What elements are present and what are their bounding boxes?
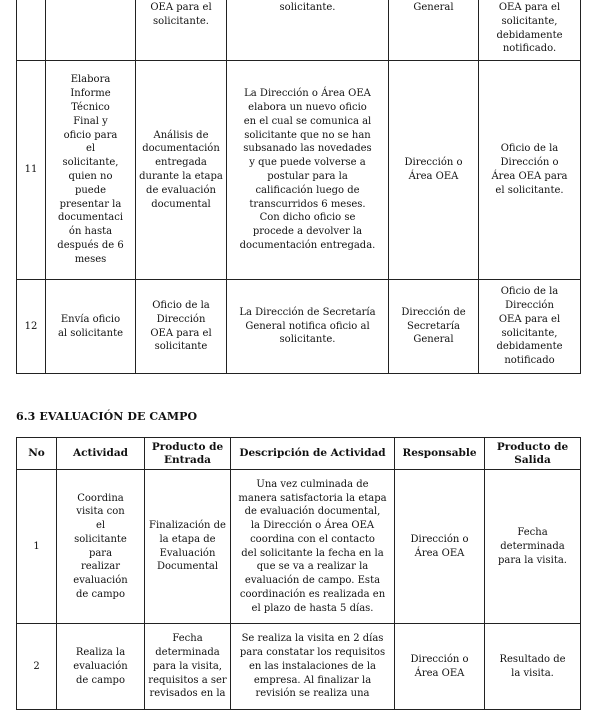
cell-producto-salida: Oficio de la Dirección o Área OEA para el solicitante. <box>479 61 581 280</box>
table-header-row <box>17 438 581 470</box>
process-table-continued <box>16 0 581 374</box>
cell-no <box>17 0 46 61</box>
cell-producto-salida: Oficio de la Dirección OEA para el solicitante, debidamente notificado <box>479 280 581 374</box>
cell-no: 11 <box>17 61 46 280</box>
cell-responsable: Dirección de Secretaría General <box>389 280 479 374</box>
table-row <box>17 280 581 374</box>
header-producto-entrada: Producto de Entrada <box>145 438 231 470</box>
header-descripcion: Descripción de Actividad <box>231 438 395 470</box>
cell-no: 2 <box>17 624 57 710</box>
table-row <box>17 624 581 710</box>
cell-actividad: Coordina visita con el solicitante para realizar evaluación de campo <box>57 470 145 624</box>
cell-descripcion: Se realiza la visita en 2 días para constatar los requisitos en las instalaciones de la empresa. Al finalizar la revisión se realiza una <box>231 624 395 710</box>
table-row <box>17 61 581 280</box>
table-row <box>17 0 581 61</box>
cell-descripcion: La Dirección o Área OEA elabora un nuevo oficio en el cual se comunica al solicitante que no se han subsanado las novedades y que puede volverse a postular para la calificación luego de transcurridos 6 meses. Con dicho oficio se procede a devolver la documentación entregada. <box>227 61 389 280</box>
cell-producto-entrada: Análisis de documentación entregada durante la etapa de evaluación documental <box>136 61 227 280</box>
cell-descripcion: La Dirección de Secretaría General notifica oficio al solicitante. <box>227 280 389 374</box>
cell-producto-salida: Fecha determinada para la visita. <box>485 470 581 624</box>
cell-producto-salida: OEA para el solicitante, debidamente notificado. <box>479 0 581 61</box>
cell-producto-entrada: Finalización de la etapa de Evaluación Documental <box>145 470 231 624</box>
cell-responsable: Dirección o Área OEA <box>389 61 479 280</box>
cell-actividad: Envía oficio al solicitante <box>46 280 136 374</box>
header-no: No <box>17 438 57 470</box>
cell-no: 12 <box>17 280 46 374</box>
header-producto-salida: Producto de Salida <box>485 438 581 470</box>
header-actividad: Actividad <box>57 438 145 470</box>
cell-descripcion: solicitante. <box>227 0 389 61</box>
cell-responsable: Dirección o Área OEA <box>395 624 485 710</box>
cell-responsable: General <box>389 0 479 61</box>
cell-descripcion: Una vez culminada de manera satisfactoria la etapa de evaluación documental, la Dirección o Área OEA coordina con el contacto del solicitante la fecha en la que se va a realizar la evaluación de campo. Esta coordinación es realizada en el plazo de hasta 5 días. <box>231 470 395 624</box>
section-heading: 6.3 EVALUACIÓN DE CAMPO <box>16 410 198 423</box>
cell-producto-entrada: OEA para el solicitante. <box>136 0 227 61</box>
cell-actividad: Elabora Informe Técnico Final y oficio para el solicitante, quien no puede presentar la documentaci ón hasta después de 6 meses <box>46 61 136 280</box>
cell-producto-entrada: Fecha determinada para la visita, requisitos a ser revisados en la <box>145 624 231 710</box>
cell-producto-salida: Resultado de la visita. <box>485 624 581 710</box>
cell-no: 1 <box>17 470 57 624</box>
field-evaluation-table <box>16 437 581 710</box>
cell-responsable: Dirección o Área OEA <box>395 470 485 624</box>
cell-actividad <box>46 0 136 61</box>
table-row <box>17 470 581 624</box>
cell-actividad: Realiza la evaluación de campo <box>57 624 145 710</box>
header-responsable: Responsable <box>395 438 485 470</box>
cell-producto-entrada: Oficio de la Dirección OEA para el solicitante <box>136 280 227 374</box>
